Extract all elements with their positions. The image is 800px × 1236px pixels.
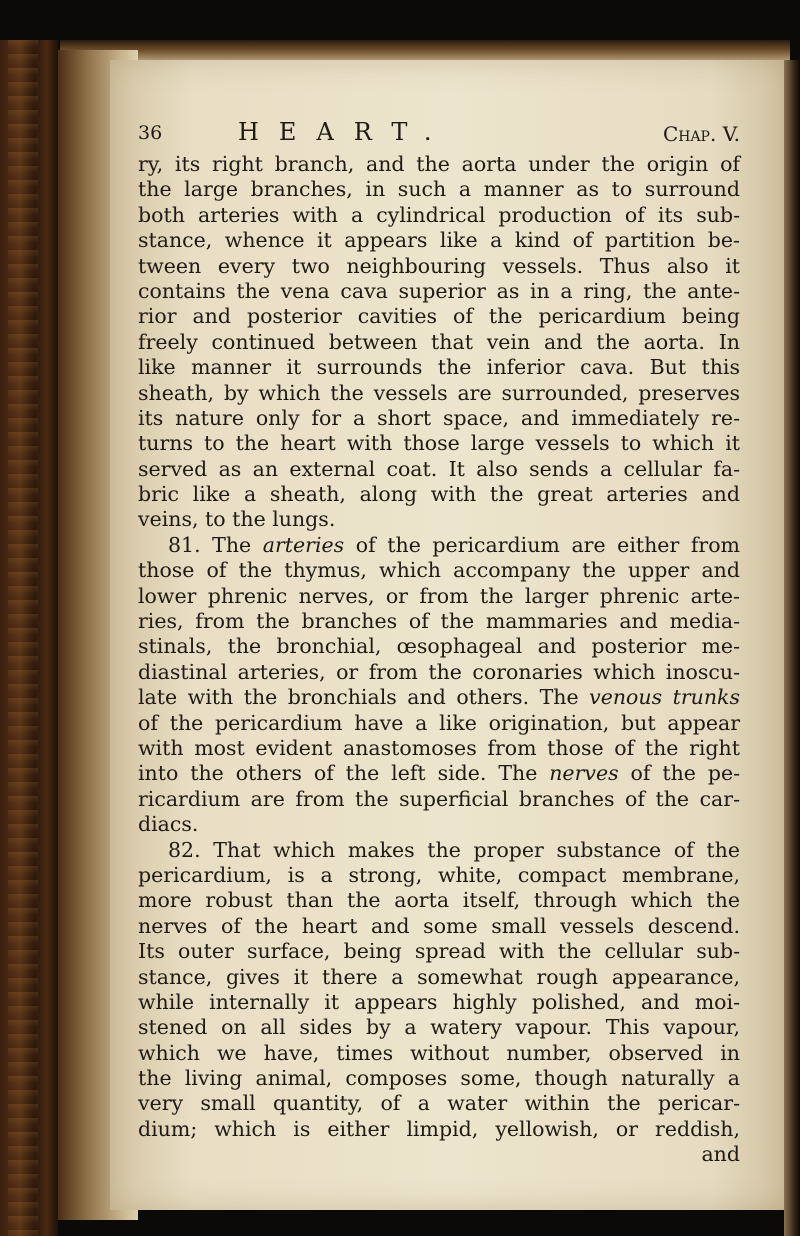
- text-segment: of the pe-: [618, 761, 740, 786]
- page-number: 36: [138, 122, 163, 144]
- text-line: diacs.: [138, 812, 199, 837]
- text-line: stance, gives it there a somewhat rough appearance,: [138, 964, 740, 989]
- text-line: pericardium, is a strong, white, compact membrane,: [138, 862, 740, 887]
- text-line: more robust than the aorta itself, through which the: [138, 888, 740, 913]
- text-line: Its outer surface, being spread with the cellular sub-: [138, 939, 740, 964]
- italic-term: venous trunks: [589, 685, 740, 710]
- text-line: rior and posterior cavities of the pericardium being: [138, 304, 740, 329]
- text-line: of the pericardium have a like origination, but appear: [138, 710, 740, 735]
- text-line: bric like a sheath, along with the great arteries and: [138, 482, 740, 507]
- text-line: dium; which is either limpid, yellowish, or reddish,: [138, 1116, 740, 1141]
- page-right-edge: [784, 60, 800, 1236]
- text-line: stance, whence it appears like a kind of partition be-: [138, 228, 740, 253]
- text-line: [138, 761, 740, 786]
- text-segment: into the others of the left side. The: [138, 761, 550, 786]
- text-line: the large branches, in such a manner as to surround: [138, 177, 740, 202]
- running-header: [138, 118, 740, 152]
- chapter-label: Chap. V.: [662, 122, 740, 146]
- text-line: freely continued between that vein and the aorta. In: [138, 329, 740, 354]
- text-line: and: [701, 1142, 740, 1167]
- spine-texture: [8, 40, 38, 1236]
- text-line: [138, 533, 740, 558]
- text-line: ricardium are from the superficial branches of the car-: [138, 786, 740, 811]
- italic-term: arteries: [262, 532, 345, 557]
- text-line: nerves of the heart and some small vessels descend.: [138, 913, 740, 938]
- text-line: sheath, by which the vessels are surrounded, preserves: [138, 380, 740, 405]
- text-line: both arteries with a cylindrical production of its sub-: [138, 202, 740, 227]
- text-line: with most evident anastomoses from those of the right: [138, 735, 740, 760]
- text-line: contains the vena cava superior as in a ring, the ante-: [138, 278, 740, 303]
- text-segment: late with the bronchials and others. The: [138, 685, 590, 710]
- text-line: veins, to the lungs.: [138, 507, 336, 532]
- text-line: tween every two neighbouring vessels. Thus also it: [138, 253, 740, 278]
- text-line: the living animal, composes some, though naturally a: [138, 1066, 740, 1091]
- text-line: 82. That which makes the proper substance of the: [168, 837, 740, 862]
- text-segment: of the pericardium are either from: [344, 532, 740, 557]
- text-line: ries, from the branches of the mammaries and media-: [138, 609, 740, 634]
- text-line: while internally it appears highly polished, and moi-: [138, 989, 740, 1014]
- text-line: turns to the heart with those large vessels to which it: [138, 431, 740, 456]
- text-segment: 81. The: [168, 532, 263, 557]
- page-text-block: [138, 118, 740, 1168]
- text-line: those of the thymus, which accompany the upper and: [138, 558, 740, 583]
- text-line: like manner it surrounds the inferior cava. But this: [138, 355, 740, 380]
- running-title: HEART.: [238, 118, 452, 146]
- text-line: ry, its right branch, and the aorta under the origin of: [138, 152, 740, 176]
- text-line: stinals, the bronchial, œsophageal and posterior me-: [138, 634, 740, 659]
- text-line: diastinal arteries, or from the coronaries which inoscu-: [138, 659, 740, 684]
- text-line: which we have, times without number, observed in: [138, 1040, 740, 1065]
- text-line: lower phrenic nerves, or from the larger phrenic arte-: [138, 583, 740, 608]
- text-line: its nature only for a short space, and immediately re-: [138, 405, 740, 430]
- italic-term: nerves: [549, 761, 619, 786]
- text-line: served as an external coat. It also sends a cellular fa-: [138, 456, 740, 481]
- text-line: stened on all sides by a watery vapour. This vapour,: [138, 1015, 740, 1040]
- body-text: [138, 152, 740, 1168]
- text-line: very small quantity, of a water within the pericar-: [138, 1091, 740, 1116]
- text-line: [138, 685, 740, 710]
